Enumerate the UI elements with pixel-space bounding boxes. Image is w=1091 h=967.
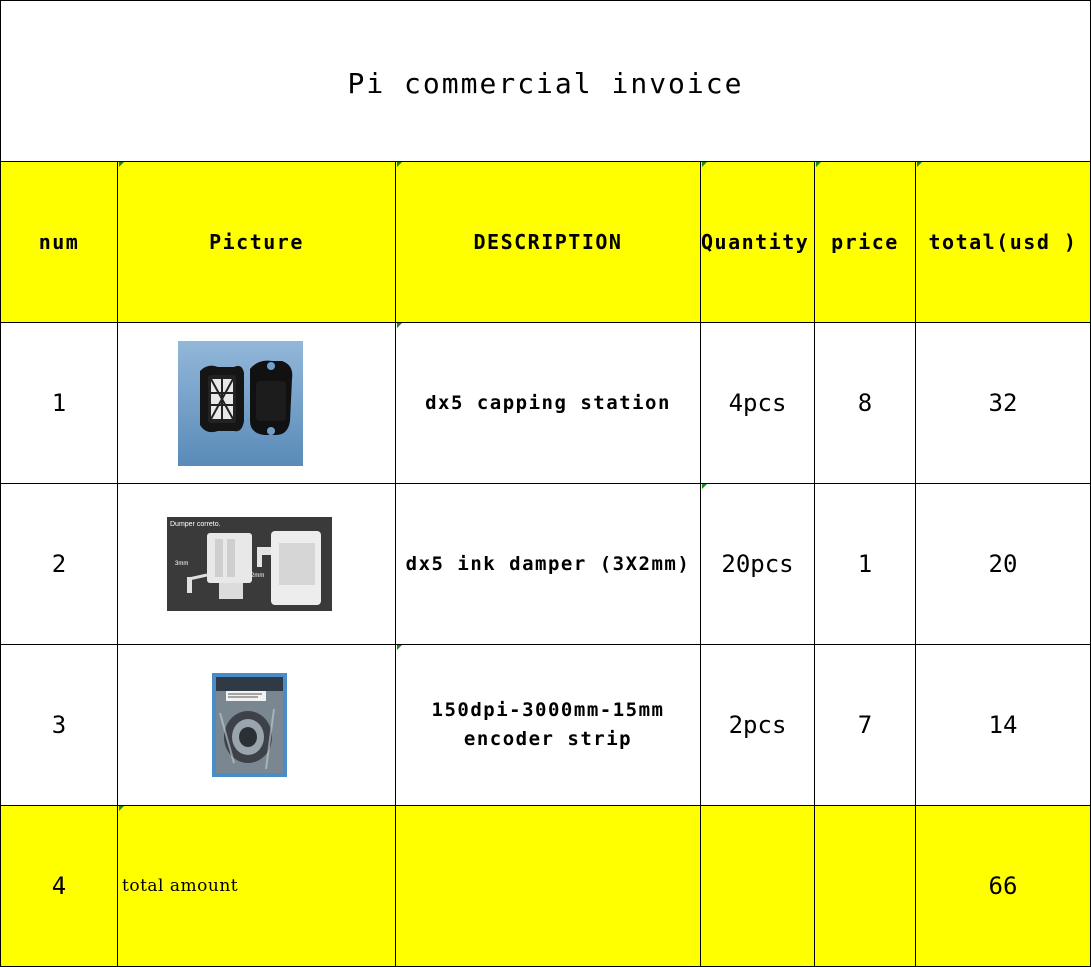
row-1-description: dx5 capping station [396, 323, 701, 484]
cell-marker [917, 162, 922, 167]
cell-marker [702, 484, 707, 489]
cell-marker [119, 806, 124, 811]
header-picture: Picture [118, 162, 396, 323]
cell-marker [816, 162, 821, 167]
summary-label: total amount [118, 806, 396, 967]
row-2-picture [118, 484, 396, 645]
cell-marker [397, 323, 402, 328]
row-2-description: dx5 ink damper (3X2mm) [396, 484, 701, 645]
header-price: price [815, 162, 916, 323]
invoice-title: Pi commercial invoice [0, 0, 1091, 162]
row-3-num: 3 [0, 645, 118, 806]
row-1-picture [118, 323, 396, 484]
row-1-num: 1 [0, 323, 118, 484]
row-2-price: 1 [815, 484, 916, 645]
svg-text:2mm: 2mm [251, 573, 265, 579]
cell-marker [397, 645, 402, 650]
row-3-price: 7 [815, 645, 916, 806]
summary-description-empty [396, 806, 701, 967]
row-1-price: 8 [815, 323, 916, 484]
svg-text:Dumper correto.: Dumper correto. [170, 521, 221, 528]
cell-marker [702, 162, 707, 167]
row-1-total: 32 [916, 323, 1091, 484]
cell-marker [397, 162, 402, 167]
row-3-total: 14 [916, 645, 1091, 806]
row-2-quantity: 20pcs [701, 484, 815, 645]
cell-marker [119, 162, 124, 167]
encoder-strip-photo [212, 673, 287, 777]
row-2-num: 2 [0, 484, 118, 645]
row-1-quantity: 4pcs [701, 323, 815, 484]
summary-quantity-empty [701, 806, 815, 967]
row-3-description: 150dpi-3000mm-15mm encoder strip [396, 645, 701, 806]
header-description: DESCRIPTION [396, 162, 701, 323]
summary-total: 66 [916, 806, 1091, 967]
ink-damper-photo [167, 517, 332, 611]
summary-num: 4 [0, 806, 118, 967]
row-3-quantity: 2pcs [701, 645, 815, 806]
header-num: num [0, 162, 118, 323]
row-3-picture [118, 645, 396, 806]
header-total: total(usd ) [916, 162, 1091, 323]
summary-price-empty [815, 806, 916, 967]
svg-text:3mm: 3mm [175, 561, 189, 567]
row-2-total: 20 [916, 484, 1091, 645]
header-quantity: Quantity [701, 162, 815, 323]
capping-station-photo [178, 341, 303, 466]
